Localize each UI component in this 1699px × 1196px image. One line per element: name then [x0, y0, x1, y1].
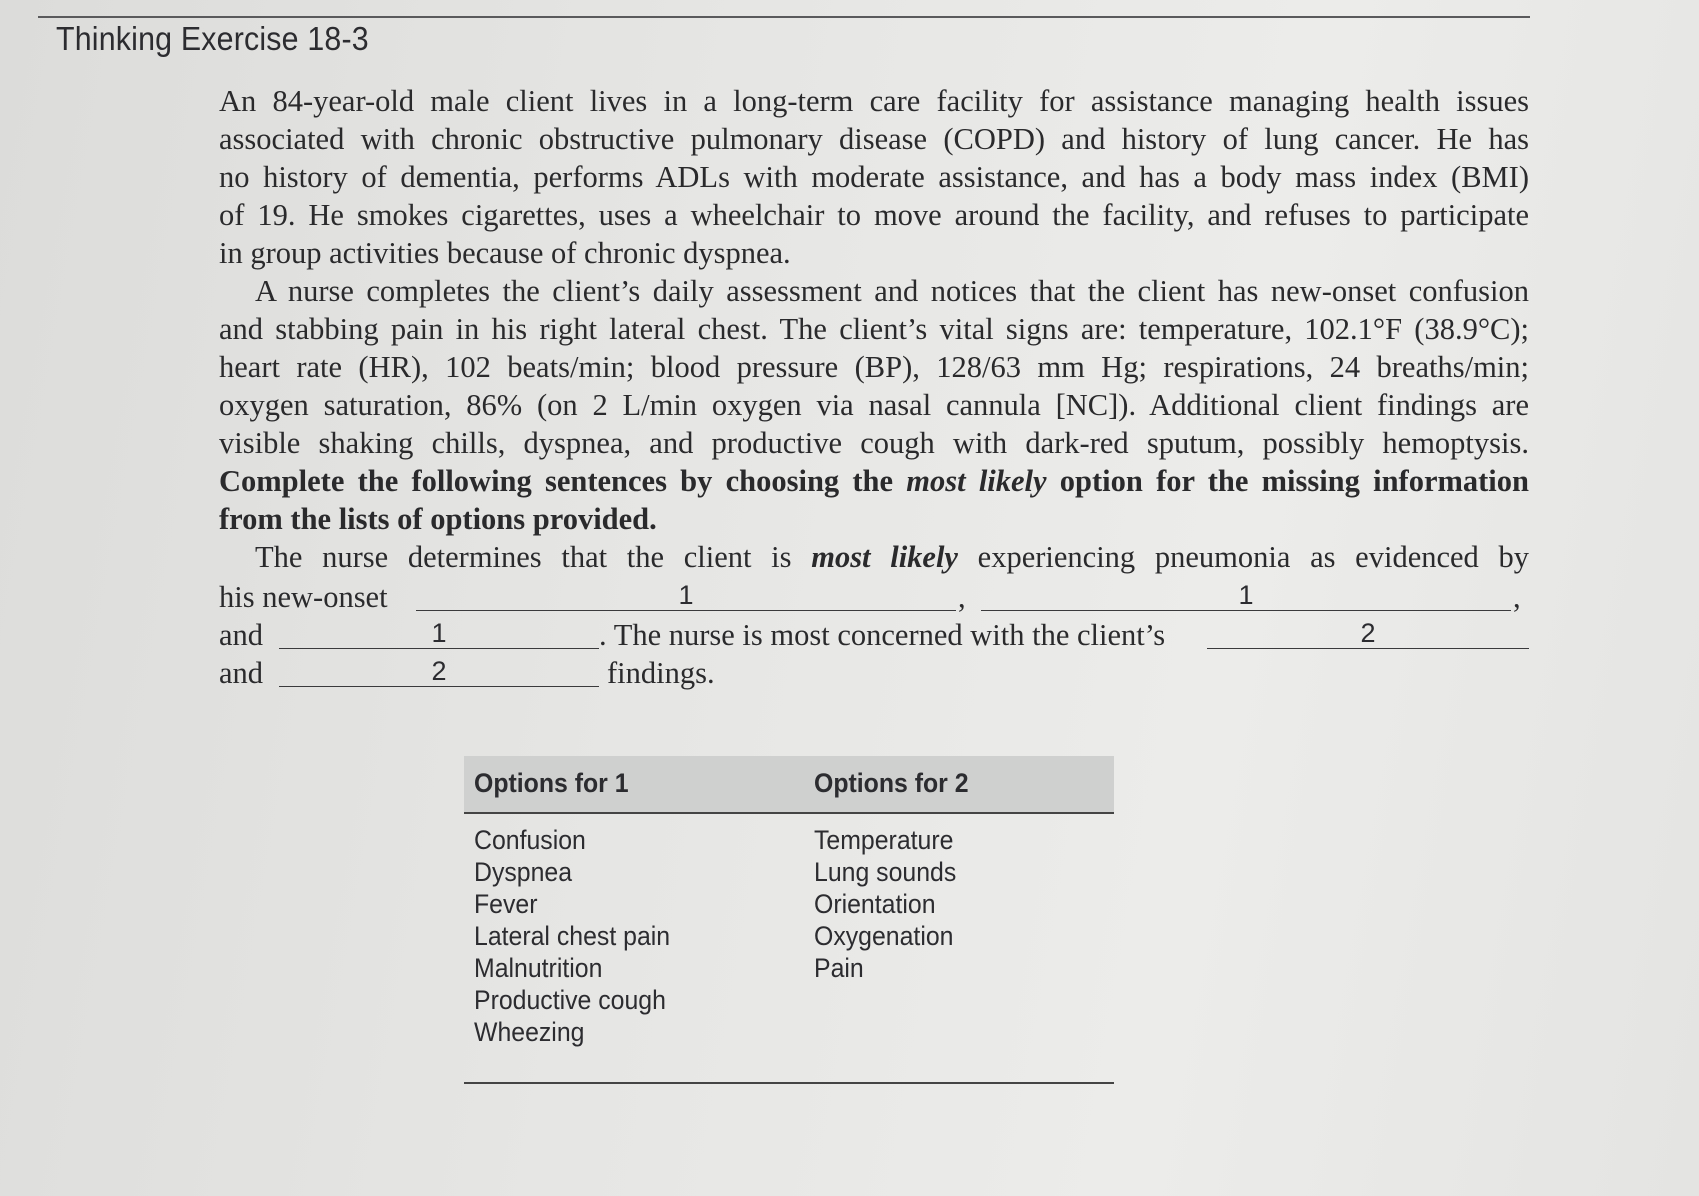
blank-1b[interactable]: 1 [981, 580, 1511, 611]
sentence-text: The nurse determines that the client is [255, 540, 812, 574]
blank-1c[interactable]: 1 [279, 618, 599, 649]
options-list-2 [814, 824, 969, 984]
blanks-area [219, 580, 1529, 700]
option-item[interactable]: Pain [814, 953, 864, 983]
sentence-text: experiencing pneumonia as evidenced by [957, 540, 1529, 574]
blank-2a[interactable]: 2 [1207, 618, 1529, 649]
instruction-line: from the lists of options provided. [219, 502, 657, 536]
options-body [464, 814, 1114, 1084]
instruction-emphasis: most likely [906, 464, 1047, 498]
option-item[interactable]: Orientation [814, 889, 936, 919]
option-item[interactable]: Wheezing [474, 1017, 585, 1047]
option-item[interactable]: Oxygenation [814, 921, 954, 951]
sentence-text: findings. [607, 656, 715, 690]
sentence-text: and [219, 656, 264, 690]
case-paragraph-2 [219, 272, 1529, 538]
instruction-text: option for the missing information [1046, 464, 1529, 498]
option-item[interactable]: Malnutrition [474, 953, 603, 983]
option-item[interactable]: Temperature [814, 825, 954, 855]
option-item[interactable]: Fever [474, 889, 538, 919]
question-sentence [219, 538, 1529, 576]
instruction-text: Complete the following sentences by choosing the [219, 464, 907, 498]
instruction-line [219, 462, 1529, 500]
options-list-1 [474, 824, 687, 1048]
text-line: oxygen saturation, 86% (on 2 L/min oxygen via nasal cannula [NC]). Additional client findings are [219, 388, 1529, 422]
case-paragraph-1 [219, 82, 1529, 272]
blank-2b[interactable]: 2 [279, 656, 599, 687]
options-header [464, 756, 1114, 814]
comma: , [958, 580, 966, 614]
sentence-text: his new-onset [219, 580, 388, 614]
option-item[interactable]: Lateral chest pain [474, 921, 671, 951]
options-header-2: Options for 2 [814, 768, 969, 798]
options-table [464, 756, 1114, 1084]
sentence-text: . The nurse is most concerned with the client’s [599, 618, 1166, 652]
text-line: heart rate (HR), 102 beats/min; blood pressure (BP), 128/63 mm Hg; respirations, 24 breaths/min; [219, 350, 1529, 384]
option-item[interactable]: Dyspnea [474, 857, 573, 887]
option-item[interactable]: Lung sounds [814, 857, 957, 887]
text-line: no history of dementia, performs ADLs with moderate assistance, and has a body mass index (BMI) [219, 160, 1529, 194]
text-line: and stabbing pain in his right lateral chest. The client’s vital signs are: temperature, 102.1°F (38.9°C); [219, 312, 1529, 346]
options-header-1: Options for 1 [474, 768, 629, 798]
text-line: A nurse completes the client’s daily assessment and notices that the client has new-onset confusion [255, 274, 1529, 308]
comma: , [1513, 580, 1521, 614]
exercise-title: Thinking Exercise 18-3 [56, 20, 369, 57]
text-line: visible shaking chills, dyspnea, and productive cough with dark-red sputum, possibly hemoptysis. [219, 426, 1529, 460]
option-item[interactable]: Productive cough [474, 985, 666, 1015]
text-line [219, 538, 1529, 576]
text-line: of 19. He smokes cigarettes, uses a wheelchair to move around the facility, and refuses to participate [219, 198, 1529, 232]
text-line: in group activities because of chronic dyspnea. [219, 236, 791, 270]
blank-1a[interactable]: 1 [416, 580, 956, 611]
sentence-emphasis: most likely [811, 540, 958, 574]
sentence-text: and [219, 618, 264, 652]
top-rule [38, 16, 1530, 18]
option-item[interactable]: Confusion [474, 825, 586, 855]
text-line: An 84-year-old male client lives in a long-term care facility for assistance managing health issues [219, 84, 1529, 118]
text-line: associated with chronic obstructive pulmonary disease (COPD) and history of lung cancer. He has [219, 122, 1529, 156]
